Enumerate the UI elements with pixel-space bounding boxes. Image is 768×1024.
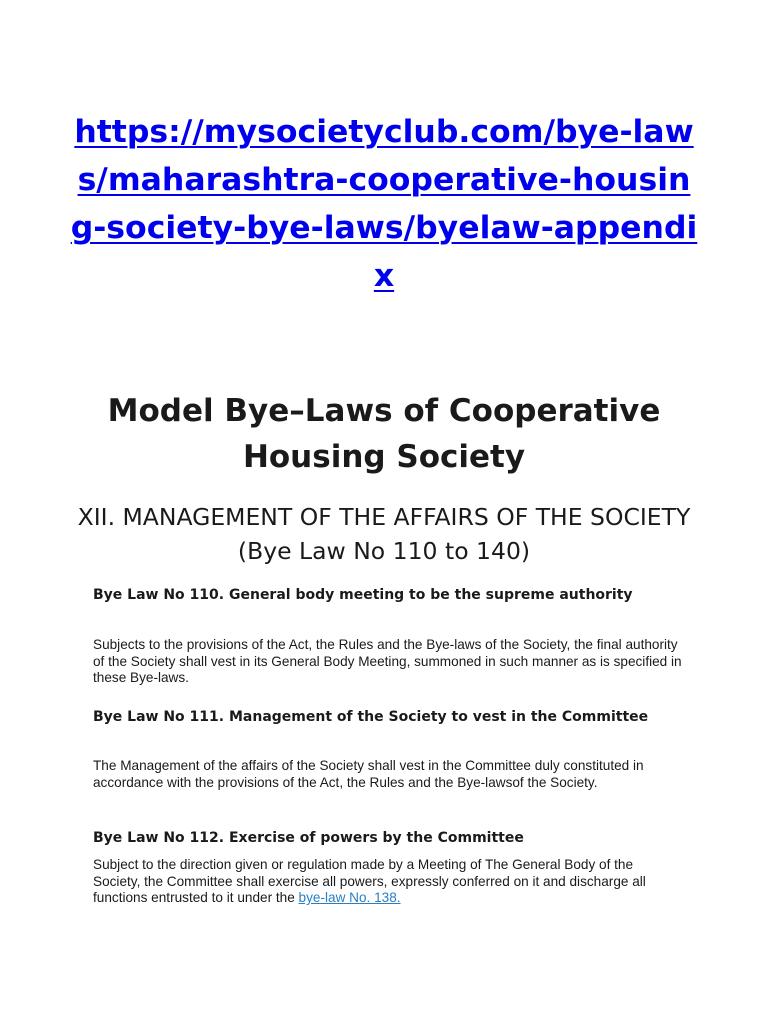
bye-law-112-body-text: Subject to the direction given or regulation made by a Meeting of The General Body of the Society, the Committee shall exercise all powers, expressly conferred on it and discharge all functions entrusted to it under the [93,857,646,905]
source-url-link[interactable]: https://mysocietyclub.com/bye-laws/maharashtra-cooperative-housing-society-bye-laws/byelaw-appendix [70,114,698,294]
bye-law-112-heading [93,827,683,850]
bye-law-111-separator: . [218,709,229,725]
bye-law-111-heading [93,706,683,729]
bye-law-111-number: Bye Law No 111 [93,709,219,725]
bye-law-110-heading [93,584,683,607]
chapter-heading: XII. MANAGEMENT OF THE AFFAIRS OF THE SOCIETY (Bye Law No 110 to 140) [77,503,691,565]
bye-law-112-body [93,857,683,907]
document-title: Model Bye–Laws of Cooperative Housing Society [107,393,661,475]
bye-law-112-separator: . [218,830,229,846]
bye-law-110-body: Subjects to the provisions of the Act, the Rules and the Bye-laws of the Society, the final authority of the Society shall vest in its General Body Meeting, summoned in such manner as is specified in these Bye-laws. [93,637,682,685]
bye-law-110-number: Bye Law No 110 [93,587,219,603]
bye-law-110-title: General body meeting to be the supreme authority [228,587,633,603]
bye-law-112-title: Exercise of powers by the Committee [228,830,524,846]
bye-law-111-title: Management of the Society to vest in the Committee [228,709,649,725]
bye-law-138-link[interactable]: bye-law No. 138. [298,890,401,905]
bye-law-112-number: Bye Law No 112 [93,830,219,846]
bye-law-111-body: The Management of the affairs of the Society shall vest in the Committee duly constituted in accordance with the provisions of the Act, the Rules and the Bye-lawsof the Society. [93,758,644,790]
bye-law-110-separator: . [218,587,229,603]
